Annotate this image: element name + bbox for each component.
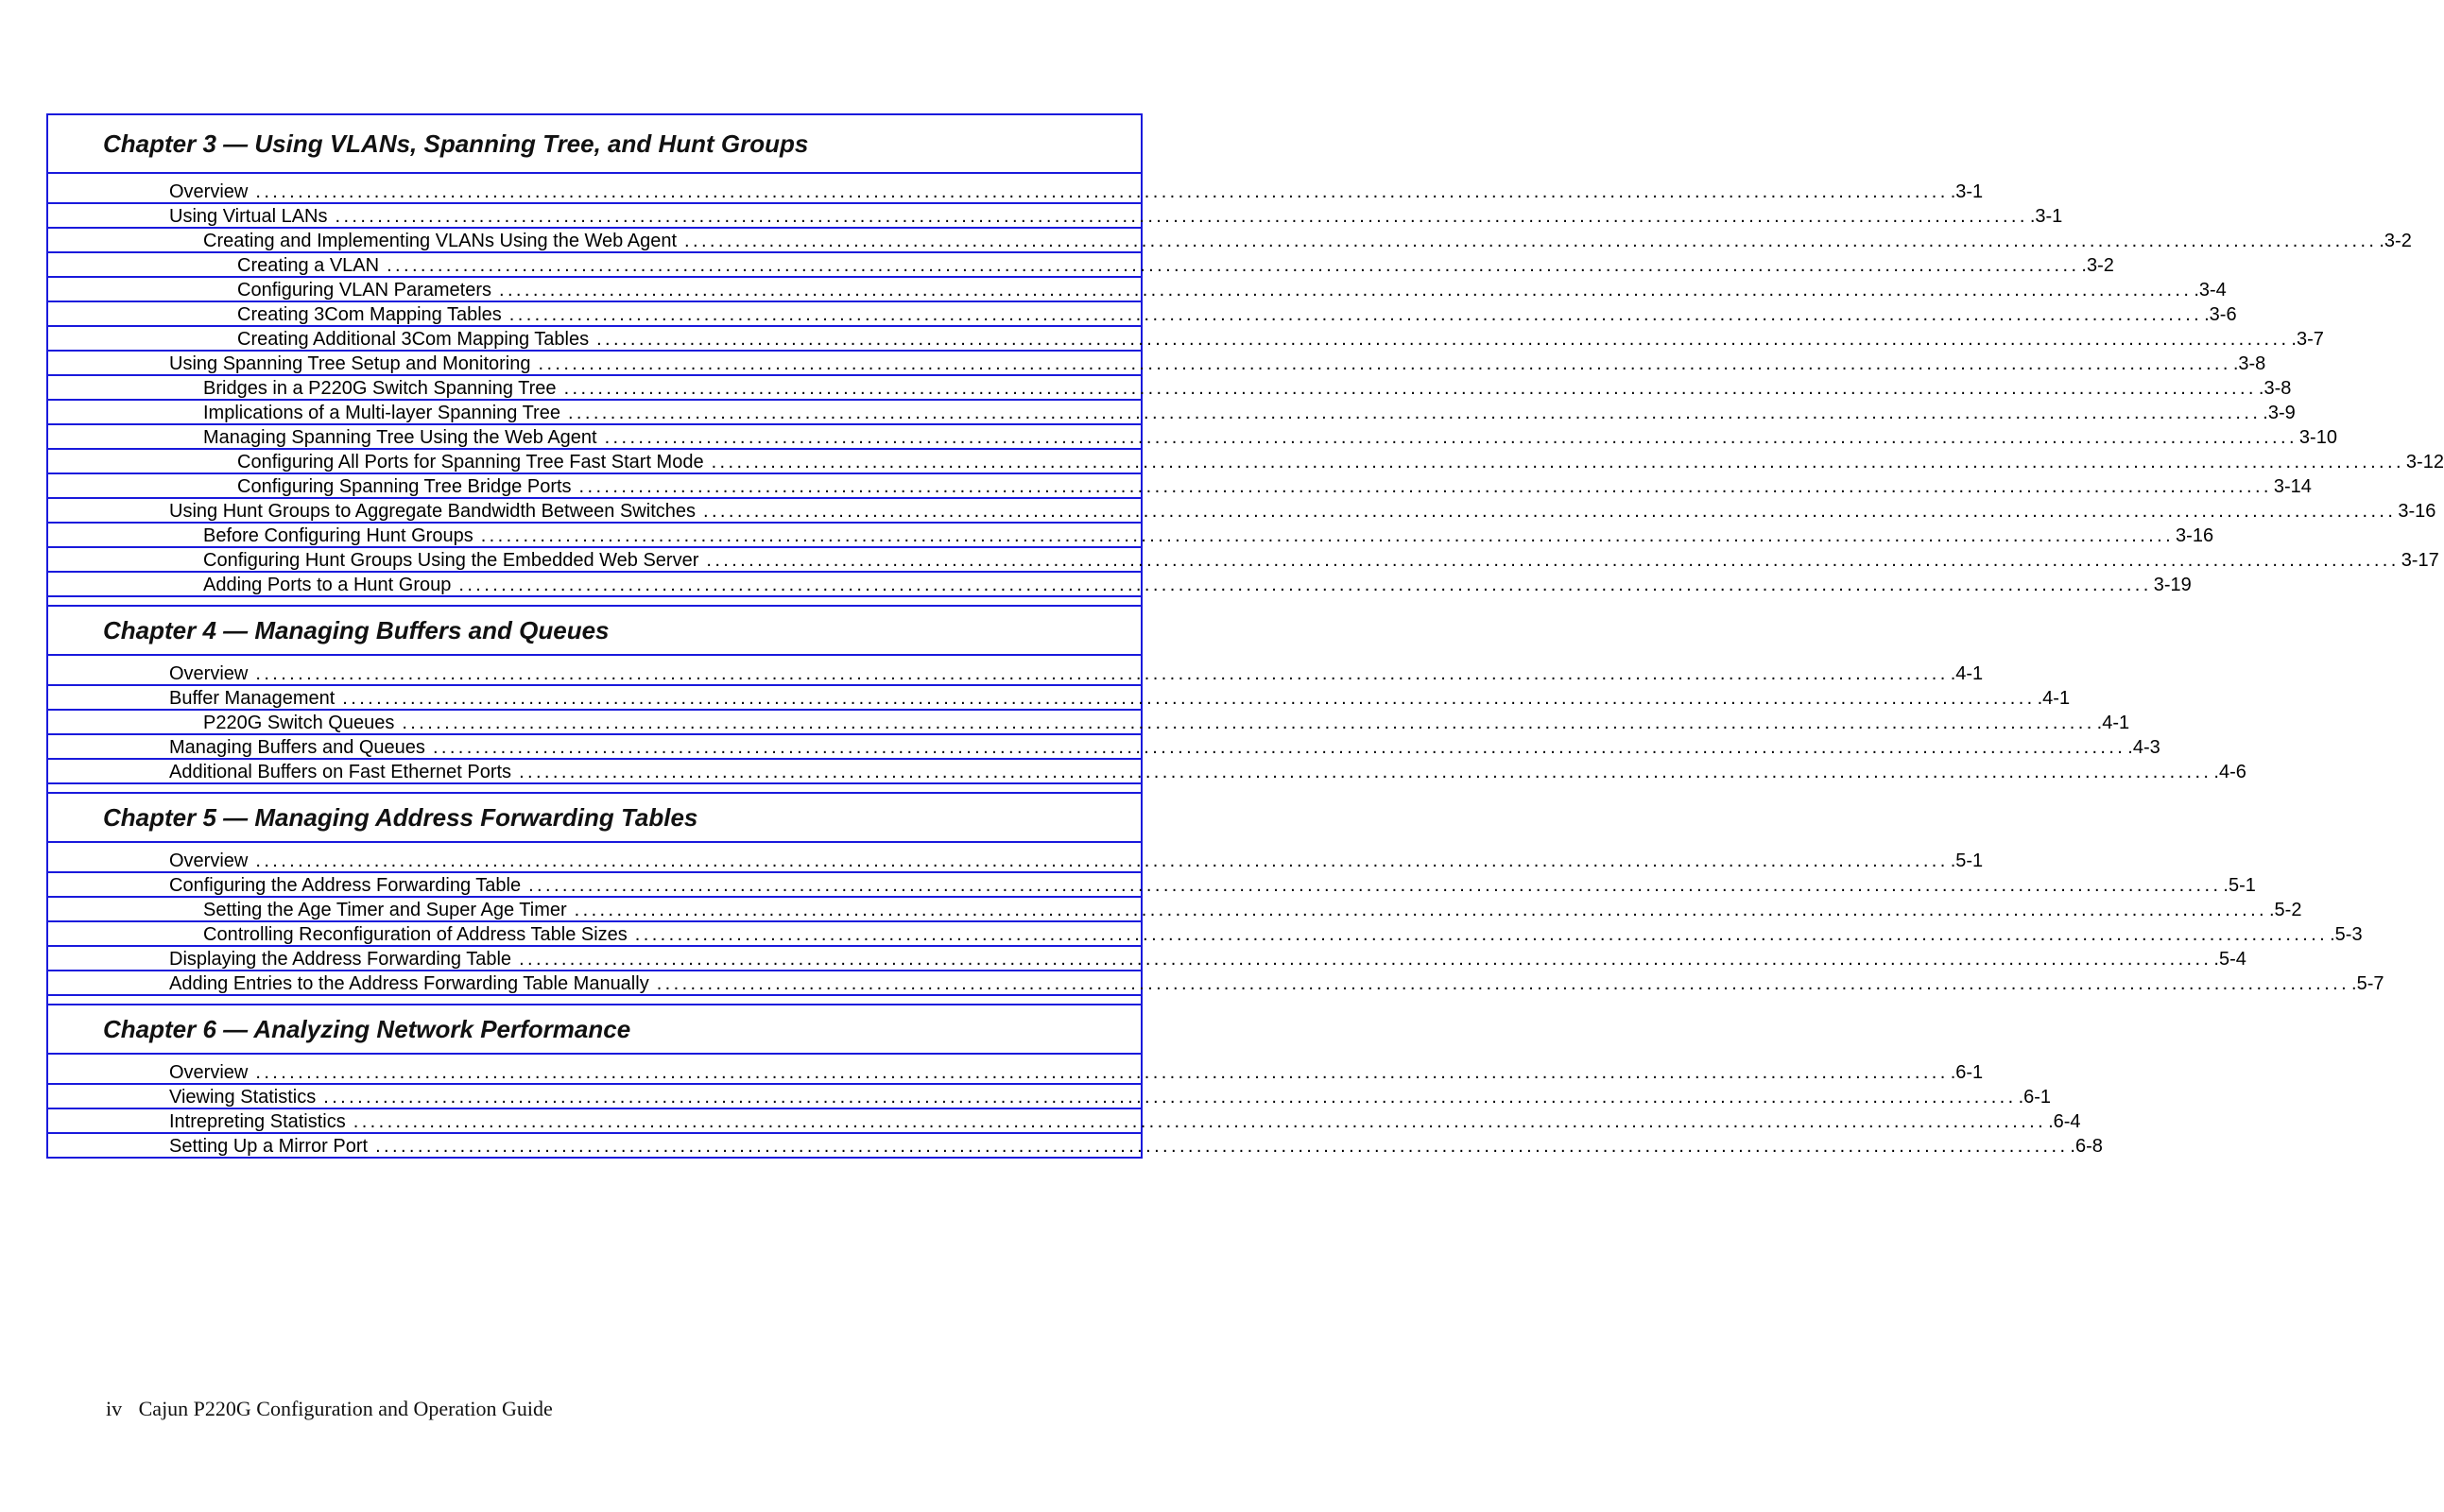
- dot-leader: ........................................................................................................................................................................................................: [458, 575, 2152, 595]
- table-of-contents: [46, 113, 2444, 1159]
- dot-leader: ........................................................................................................................................................................................................: [528, 875, 2222, 896]
- toc-entry[interactable]: [48, 662, 1984, 686]
- toc-entry-title: Bridges in a P220G Switch Spanning Tree: [203, 378, 557, 399]
- dot-leader: ........................................................................................................................................................................................................: [335, 206, 2028, 227]
- dot-leader: ........................................................................................................................................................................................................: [255, 663, 1949, 684]
- toc-entry[interactable]: [48, 711, 2130, 735]
- chapter-heading: Chapter 6 — Analyzing Network Performance: [48, 1004, 1141, 1055]
- toc-entry[interactable]: [48, 450, 2444, 474]
- toc-entry[interactable]: [48, 278, 2227, 302]
- footer-page-number: iv: [106, 1397, 123, 1420]
- toc-entry-page: .3-2: [2379, 231, 2412, 251]
- toc-entry[interactable]: [48, 898, 2302, 922]
- chapter-entry-list: [48, 174, 2444, 597]
- toc-entry[interactable]: [48, 376, 2292, 401]
- toc-entry-title: P220G Switch Queues: [203, 713, 395, 733]
- toc-entry-page: .4-1: [2096, 713, 2130, 733]
- toc-entry-page: 3-17: [2401, 550, 2439, 571]
- toc-entry-title: Configuring VLAN Parameters: [237, 280, 492, 301]
- toc-entry-page: .3-1: [1950, 181, 1984, 202]
- dot-leader: ........................................................................................................................................................................................................: [706, 550, 2400, 571]
- chapter-heading: Chapter 3 — Using VLANs, Spanning Tree, and Hunt Groups: [48, 115, 1141, 174]
- chapter-heading: Chapter 5 — Managing Address Forwarding Tables: [48, 792, 1141, 843]
- dot-leader: ........................................................................................................................................................................................................: [353, 1111, 2047, 1132]
- dot-leader: ........................................................................................................................................................................................................: [711, 452, 2404, 472]
- toc-entry-page: .5-7: [2351, 973, 2384, 994]
- toc-entry[interactable]: [48, 947, 2246, 971]
- toc-entry[interactable]: [48, 474, 2312, 499]
- toc-entry-title: Viewing Statistics: [169, 1087, 317, 1108]
- toc-entry-title: Intrepreting Statistics: [169, 1111, 346, 1132]
- footer-book-title: Cajun P220G Configuration and Operation Guide: [138, 1397, 553, 1420]
- dot-leader: ........................................................................................................................................................................................................: [508, 304, 2203, 325]
- toc-entry[interactable]: [48, 760, 2246, 784]
- dot-leader: ........................................................................................................................................................................................................: [255, 1062, 1949, 1083]
- toc-entry-title: Implications of a Multi-layer Spanning Tree: [203, 403, 560, 423]
- dot-leader: ........................................................................................................................................................................................................: [402, 713, 2095, 733]
- dot-leader: ........................................................................................................................................................................................................: [519, 762, 2212, 782]
- toc-entry-title: Additional Buffers on Fast Ethernet Ports: [169, 762, 512, 782]
- toc-entry[interactable]: [48, 735, 2160, 760]
- toc-entry-title: Creating Additional 3Com Mapping Tables: [237, 329, 590, 350]
- toc-entry-title: Creating a VLAN: [237, 255, 380, 276]
- chapter-entry-list: [48, 843, 2384, 996]
- toc-entry-page: .6-8: [2070, 1136, 2103, 1157]
- dot-leader: ........................................................................................................................................................................................................: [375, 1136, 2069, 1157]
- toc-entry-title: Buffer Management: [169, 688, 336, 709]
- toc-entry[interactable]: [48, 873, 2256, 898]
- dot-leader: ........................................................................................................................................................................................................: [255, 181, 1949, 202]
- chapter-heading: Chapter 4 — Managing Buffers and Queues: [48, 605, 1141, 656]
- toc-entry-page: 3-19: [2153, 575, 2192, 595]
- toc-entry-title: Adding Entries to the Address Forwarding Table Manually: [169, 973, 649, 994]
- dot-leader: ........................................................................................................................................................................................................: [656, 973, 2350, 994]
- page-footer: [106, 1397, 553, 1421]
- toc-entry[interactable]: [48, 1109, 2081, 1134]
- toc-entry-page: 3-12: [2405, 452, 2444, 472]
- toc-entry-title: Using Spanning Tree Setup and Monitoring: [169, 353, 531, 374]
- toc-entry-page: .3-8: [2232, 353, 2266, 374]
- toc-entry-page: .4-1: [2037, 688, 2071, 709]
- toc-entry-page: .5-1: [2223, 875, 2256, 896]
- dot-leader: ........................................................................................................................................................................................................: [387, 255, 2080, 276]
- toc-entry-page: 3-16: [2176, 525, 2214, 546]
- toc-entry-title: Overview: [169, 181, 249, 202]
- toc-entry-title: Using Virtual LANs: [169, 206, 328, 227]
- toc-entry[interactable]: [48, 302, 2237, 327]
- toc-entry-page: .4-6: [2213, 762, 2246, 782]
- toc-entry-title: Setting the Age Timer and Super Age Timer: [203, 900, 567, 920]
- toc-entry-title: Managing Buffers and Queues: [169, 737, 425, 758]
- dot-leader: ........................................................................................................................................................................................................: [574, 900, 2267, 920]
- toc-entry[interactable]: [48, 524, 2214, 548]
- dot-leader: ........................................................................................................................................................................................................: [538, 353, 2231, 374]
- toc-entry-page: .4-3: [2127, 737, 2160, 758]
- toc-entry[interactable]: [48, 971, 2384, 996]
- toc-entry-page: .3-2: [2081, 255, 2114, 276]
- dot-leader: ........................................................................................................................................................................................................: [634, 924, 2329, 945]
- toc-entry[interactable]: [48, 1085, 2052, 1109]
- toc-entry-page: 3-16: [2398, 501, 2436, 522]
- toc-entry-title: Creating and Implementing VLANs Using the Web Agent: [203, 231, 678, 251]
- toc-entry[interactable]: [48, 922, 2363, 947]
- toc-entry[interactable]: [48, 253, 2114, 278]
- chapter-entry-list: [48, 656, 2246, 784]
- dot-leader: ........................................................................................................................................................................................................: [684, 231, 2378, 251]
- toc-entry-page: 3-10: [2298, 427, 2337, 448]
- toc-entry-title: Configuring All Ports for Spanning Tree Fast Start Mode: [237, 452, 704, 472]
- toc-entry[interactable]: [48, 686, 2071, 711]
- toc-entry-title: Overview: [169, 663, 249, 684]
- toc-entry-title: Configuring Spanning Tree Bridge Ports: [237, 476, 572, 497]
- dot-leader: ........................................................................................................................................................................................................: [519, 949, 2212, 970]
- dot-leader: ........................................................................................................................................................................................................: [578, 476, 2272, 497]
- toc-entry-title: Creating 3Com Mapping Tables: [237, 304, 502, 325]
- dot-leader: ........................................................................................................................................................................................................: [432, 737, 2126, 758]
- toc-entry-page: .3-7: [2291, 329, 2324, 350]
- toc-entry-title: Configuring Hunt Groups Using the Embedded Web Server: [203, 550, 699, 571]
- toc-entry-title: Overview: [169, 850, 249, 871]
- toc-entry-page: .5-3: [2330, 924, 2363, 945]
- toc-entry-page: .3-1: [2029, 206, 2063, 227]
- toc-entry-page: .5-1: [1950, 850, 1984, 871]
- dot-leader: ........................................................................................................................................................................................................: [567, 403, 2262, 423]
- toc-entry-page: .6-4: [2048, 1111, 2081, 1132]
- toc-entry-title: Managing Spanning Tree Using the Web Agent: [203, 427, 597, 448]
- toc-entry-title: Adding Ports to a Hunt Group: [203, 575, 452, 595]
- toc-entry-page: .3-4: [2194, 280, 2227, 301]
- toc-entry-title: Using Hunt Groups to Aggregate Bandwidth Between Switches: [169, 501, 696, 522]
- dot-leader: ........................................................................................................................................................................................................: [596, 329, 2290, 350]
- dot-leader: ........................................................................................................................................................................................................: [563, 378, 2257, 399]
- toc-entry[interactable]: [48, 573, 2192, 597]
- dot-leader: ........................................................................................................................................................................................................: [703, 501, 2397, 522]
- toc-entry[interactable]: [48, 180, 1984, 204]
- toc-entry[interactable]: [48, 204, 2063, 229]
- toc-entry[interactable]: [48, 425, 2337, 450]
- dot-leader: ........................................................................................................................................................................................................: [499, 280, 2193, 301]
- toc-entry[interactable]: [48, 401, 2296, 425]
- toc-entry-title: Before Configuring Hunt Groups: [203, 525, 473, 546]
- dot-leader: ........................................................................................................................................................................................................: [480, 525, 2175, 546]
- toc-entry-page: .3-6: [2204, 304, 2237, 325]
- toc-entry[interactable]: [48, 849, 1984, 873]
- toc-entry-page: .3-8: [2258, 378, 2292, 399]
- toc-entry[interactable]: [48, 352, 2266, 376]
- toc-entry[interactable]: [48, 327, 2324, 352]
- toc-entry-page: .5-2: [2269, 900, 2302, 920]
- toc-entry-title: Controlling Reconfiguration of Address Table Sizes: [203, 924, 628, 945]
- dot-leader: ........................................................................................................................................................................................................: [604, 427, 2298, 448]
- chapter-entry-list: [48, 1055, 2103, 1157]
- toc-entry-title: Configuring the Address Forwarding Table: [169, 875, 522, 896]
- toc-entry-title: Setting Up a Mirror Port: [169, 1136, 369, 1157]
- toc-entry-page: 3-14: [2273, 476, 2312, 497]
- toc-entry[interactable]: [48, 1060, 1984, 1085]
- toc-entry-page: .5-4: [2213, 949, 2246, 970]
- toc-entry[interactable]: [48, 1134, 2103, 1157]
- dot-leader: ........................................................................................................................................................................................................: [323, 1087, 2017, 1108]
- dot-leader: ........................................................................................................................................................................................................: [255, 850, 1949, 871]
- toc-entry-page: .4-1: [1950, 663, 1984, 684]
- toc-entry[interactable]: [48, 548, 2439, 573]
- dot-leader: ........................................................................................................................................................................................................: [342, 688, 2036, 709]
- toc-entry-title: Displaying the Address Forwarding Table: [169, 949, 512, 970]
- toc-entry-page: .6-1: [1950, 1062, 1984, 1083]
- toc-entry-page: .3-9: [2263, 403, 2296, 423]
- toc-entry[interactable]: [48, 229, 2412, 253]
- toc-entry-page: .6-1: [2018, 1087, 2052, 1108]
- toc-entry-title: Overview: [169, 1062, 249, 1083]
- toc-entry[interactable]: [48, 499, 2436, 524]
